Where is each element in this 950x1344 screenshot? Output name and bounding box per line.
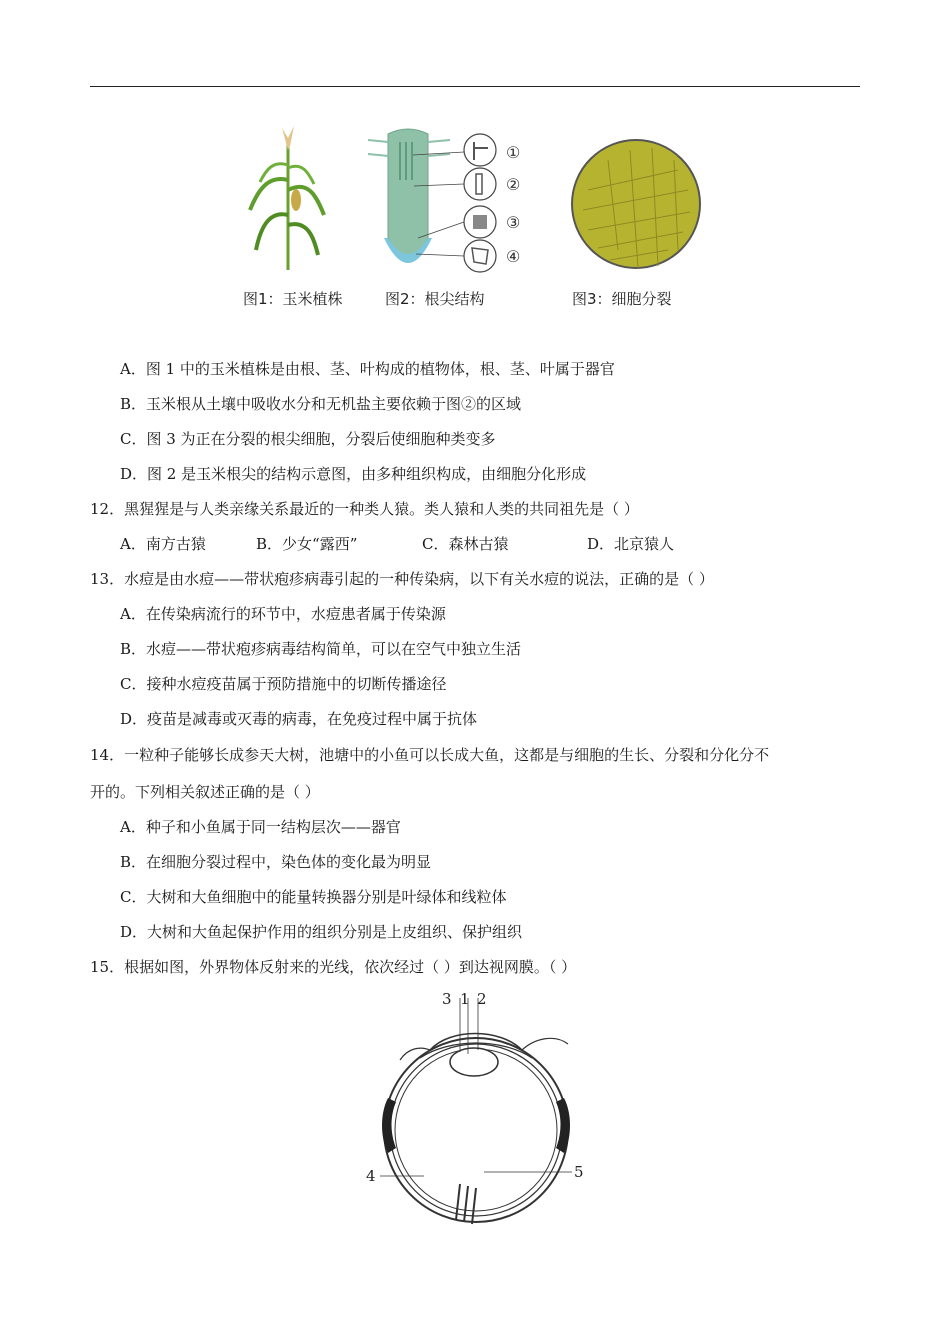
q12-stem: 12．黑猩猩是与人类亲缘关系最近的一种类人猿。类人猿和人类的共同祖先是（ ） xyxy=(90,500,639,518)
eye-label-3: 3 xyxy=(442,990,452,1008)
figure1-caption-root-tip: 图2：根尖结构 xyxy=(385,290,485,308)
q11-option-c: C．图 3 为正在分裂的根尖细胞，分裂后使细胞种类变多 xyxy=(120,430,496,448)
q11-option-a: A．图 1 中的玉米植株是由根、茎、叶构成的植物体，根、茎、叶属于器官 xyxy=(120,360,615,378)
q14-option-c: C．大树和大鱼细胞中的能量转换器分别是叶绿体和线粒体 xyxy=(120,888,507,906)
q13-option-a: A．在传染病流行的环节中，水痘患者属于传染源 xyxy=(120,605,446,623)
cell-division-image xyxy=(572,140,700,268)
q14-stem-line1: 14．一粒种子能够长成参天大树，池塘中的小鱼可以长成大鱼，这都是与细胞的生长、分裂和分化分不 xyxy=(90,746,770,764)
q11-option-d: D．图 2 是玉米根尖的结构示意图，由多种组织构成，由细胞分化形成 xyxy=(120,465,587,483)
marker-2: ② xyxy=(506,175,521,194)
eye-diagram-image xyxy=(360,988,600,1233)
q13-stem: 13．水痘是由水痘——带状疱疹病毒引起的一种传染病，以下有关水痘的说法，正确的是（ ） xyxy=(90,570,714,588)
figure1-caption-cell-division: 图3：细胞分裂 xyxy=(572,290,672,308)
marker-1: ① xyxy=(506,143,521,162)
eye-label-1: 1 xyxy=(460,990,470,1008)
q12-option-a: A．南方古猿 xyxy=(120,535,206,553)
eye-label-5: 5 xyxy=(574,1163,584,1181)
q12-option-d: D．北京猿人 xyxy=(587,535,675,553)
corn-plant-image xyxy=(250,126,324,270)
q14-option-b: B．在细胞分裂过程中，染色体的变化最为明显 xyxy=(120,853,432,871)
root-tip-image xyxy=(368,129,496,272)
q13-option-d: D．疫苗是减毒或灭毒的病毒，在免疫过程中属于抗体 xyxy=(120,710,478,728)
q12-options xyxy=(120,534,674,554)
q15-stem: 15．根据如图，外界物体反射来的光线，依次经过（ ）到达视网膜。（ ） xyxy=(90,958,577,976)
q13-option-c: C．接种水痘疫苗属于预防措施中的切断传播途径 xyxy=(120,675,447,693)
q13-option-b: B．水痘——带状疱疹病毒结构简单，可以在空气中独立生活 xyxy=(120,640,522,658)
q14-stem-line2: 开的。下列相关叙述正确的是（ ） xyxy=(90,783,320,801)
q11-option-b: B．玉米根从土壤中吸收水分和无机盐主要依赖于图②的区域 xyxy=(120,395,522,413)
marker-4: ④ xyxy=(506,247,521,266)
marker-3: ③ xyxy=(506,213,521,232)
q14-option-d: D．大树和大鱼起保护作用的组织分别是上皮组织、保护组织 xyxy=(120,923,523,941)
eye-label-4: 4 xyxy=(366,1167,376,1185)
q14-option-a: A．种子和小鱼属于同一结构层次——器官 xyxy=(120,818,401,836)
q12-option-c: C．森林古猿 xyxy=(422,535,509,553)
figure1-caption-corn: 图1：玉米植株 xyxy=(243,290,343,308)
eye-label-2: 2 xyxy=(477,990,487,1008)
header-rule xyxy=(90,86,860,87)
q12-option-b: B．少女“露西” xyxy=(256,535,358,553)
